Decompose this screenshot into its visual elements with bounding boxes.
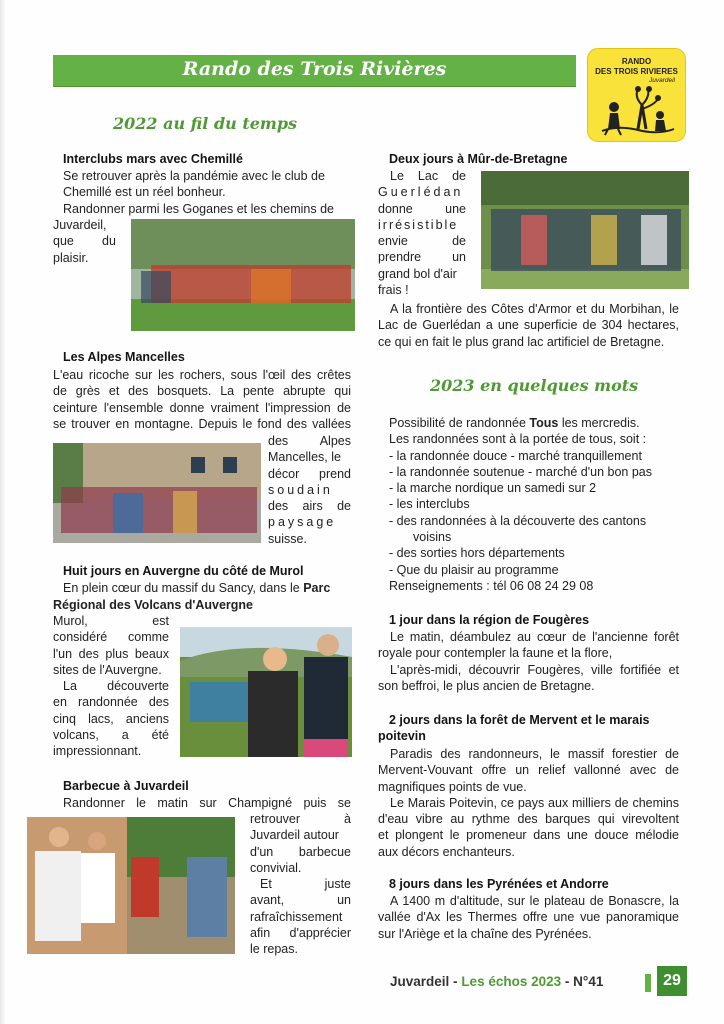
text-line: Juvardeil, <box>53 218 107 232</box>
text-line: convivial. <box>250 860 302 875</box>
section-title-2023: 2023 en quelques mots <box>430 376 639 395</box>
article-text-auvergne-intro <box>63 580 330 596</box>
list-item: - la marche nordique un samedi sur 2 <box>389 481 597 496</box>
text-line: l'un des plus beaux <box>53 646 169 661</box>
text-line: Les randonnées sont à la portée de tous, soit : <box>389 432 647 447</box>
footer-mark <box>645 974 651 992</box>
article-text-fougeres <box>378 629 679 694</box>
photo-alpes-group <box>53 443 261 543</box>
text-line: soudain <box>268 482 333 497</box>
list-item: - les interclubs <box>389 497 470 512</box>
article-title-chemille: Interclubs mars avec Chemillé <box>63 152 243 166</box>
article-text-mur-2 <box>378 301 679 350</box>
text-span: En plein cœur du massif du Sancy, dans le <box>63 581 300 595</box>
text-line: Lac de Guerlédan a une superficie de 304 hectares, <box>378 318 679 333</box>
article-text-barbecue <box>250 811 351 958</box>
article-title-auvergne: Huit jours en Auvergne du côté de Murol <box>63 564 304 578</box>
text-bold: Parc <box>303 581 331 595</box>
text-line: A 1400 m d'altitude, sur le plateau de Bonascre, la <box>390 894 679 908</box>
photo-auvergne <box>180 627 352 757</box>
text-line: magnifiques points de vue. <box>378 779 527 794</box>
text-line: se trouver en montagne. Depuis le fond des vallées <box>53 416 351 431</box>
text-line: considéré comme <box>53 630 169 645</box>
text-line: avant, un <box>250 893 351 908</box>
text-line: ceinture l'ensemble donne vraiment l'impression de <box>53 400 351 415</box>
list-item: - la randonnée douce - marché tranquillement <box>389 448 642 463</box>
text-line: Guerlédan <box>378 185 464 200</box>
text-line: et plongent le promeneur dans une douce mélodie <box>378 828 679 843</box>
programme-list <box>389 415 689 594</box>
text-line: des Alpes <box>268 434 351 448</box>
text-line: donne une <box>378 201 466 216</box>
text-line: suisse. <box>268 531 307 546</box>
article-title-barbecue: Barbecue à Juvardeil <box>63 779 189 793</box>
text-line: que <box>53 234 74 248</box>
text-line: impressionnant. <box>53 744 142 759</box>
text-line: Se retrouver après la pandémie avec le club de <box>63 169 325 183</box>
text-span: Possibilité de randonnée <box>389 416 526 430</box>
text-line: grand bol d'air <box>378 266 457 281</box>
text-line: Juvardeil autour <box>250 828 339 843</box>
text-line: Chemillé est un réel bonheur. <box>63 185 226 200</box>
text-line: Murol, est <box>53 614 169 628</box>
text-line: envie de <box>378 234 466 249</box>
text-line: Le Marais Poitevin, ce pays aux milliers de chemins <box>390 795 679 810</box>
logo-line-2: DES TROIS RIVIERES <box>595 67 678 76</box>
article-text-mur <box>378 168 466 298</box>
list-item: - des sorties hors départements <box>389 546 565 561</box>
text-line: frais ! <box>378 283 409 298</box>
article-title-alpes: Les Alpes Mancelles <box>63 350 185 364</box>
text-line: Et juste <box>260 877 351 892</box>
text-line: ce qui en fait le plus grand lac artificiel de Bretagne. <box>378 334 665 349</box>
text-line: Mancelles, le <box>268 450 341 465</box>
text-line: retrouver à <box>250 812 351 826</box>
list-item: - Que du plaisir au programme <box>389 562 559 577</box>
article-title-pyrenees: 8 jours dans les Pyrénées et Andorre <box>389 877 609 891</box>
article-text-mervent <box>378 746 679 860</box>
text-line: Le matin, déambulez au cœur de l'ancienne forêt <box>390 630 679 644</box>
text-line: L'après-midi, découvrir Fougères, ville fortifiée et <box>390 662 679 677</box>
text-line: vallée d'Ax les Thermes offre une vue panoramique <box>378 910 679 925</box>
article-title-mur: Deux jours à Mûr-de-Bretagne <box>389 152 568 166</box>
footer-place: Juvardeil <box>390 974 450 989</box>
text-line: prendre un <box>378 250 466 265</box>
article-text-alpes-side <box>268 433 351 547</box>
text-line: afin d'apprécier <box>250 926 351 941</box>
text-line: volcans, a été <box>53 728 169 743</box>
article-title-mervent-2: poitevin <box>378 729 426 743</box>
text-line: plaisir. <box>53 251 89 265</box>
text-line: d'eau vibre au rythme des barques qui virevoltent <box>378 812 679 827</box>
footer <box>390 974 603 989</box>
text-bold: Tous <box>529 416 559 430</box>
text-line: royale pour contempler la faune et la flore, <box>378 646 613 661</box>
text-span: les mercredis. <box>561 416 640 430</box>
list-item: voisins <box>413 530 452 545</box>
text-line: Le Lac de <box>390 169 466 183</box>
text-line: aux décors enchanteurs. <box>378 844 515 859</box>
article-title-mervent: 2 jours dans la forêt de Mervent et le marais <box>389 713 650 727</box>
text-line: sites de l'Auvergne. <box>53 662 162 677</box>
text-line: des airs de <box>268 499 351 514</box>
text-line: sur l'Ariège et la chaîne des Pyrénées. <box>378 926 592 941</box>
text-line: cinq lacs, anciens <box>53 711 169 726</box>
text-line: L'eau ricoche sur les rochers, sous l'œil des crêtes <box>53 368 351 382</box>
article-text-chemille <box>63 168 351 217</box>
article-text-alpes <box>53 367 351 432</box>
page-title: Rando des Trois Rivières <box>182 58 447 80</box>
text-line: Paradis des randonneurs, le massif forestier de <box>390 747 679 761</box>
footer-separator: - <box>564 974 570 989</box>
text-line: le repas. <box>250 942 298 957</box>
text-line: son beffroi, le plus ancien de Bretagne. <box>378 678 595 693</box>
text-line: irrésistible <box>378 217 459 232</box>
text-bold-line: Régional des Volcans d'Auvergne <box>53 598 254 612</box>
text-line: de grès et des bosquets. La pente abrupte qui <box>53 384 351 399</box>
page-edge <box>0 0 6 1024</box>
section-title-2022: 2022 au fil du temps <box>113 114 298 133</box>
contact-line: Renseignements : tél 06 08 24 29 08 <box>389 578 594 593</box>
list-item: - des randonnées à la découverte des cantons <box>389 513 647 528</box>
text-line: en randonnée des <box>53 695 169 710</box>
hikers-illustration-icon <box>598 85 676 137</box>
text-line: rafraîchissement <box>250 909 343 924</box>
footer-publication: Les échos 2023 <box>461 974 562 989</box>
footer-issue: N°41 <box>573 974 604 989</box>
text-line: Randonner le matin sur Champigné puis se <box>63 796 351 810</box>
footer-separator: - <box>453 974 458 989</box>
programme-intro <box>389 415 689 431</box>
article-text-pyrenees <box>378 893 679 942</box>
article-text-barbecue-line1 <box>63 795 351 811</box>
article-title-fougeres: 1 jour dans la région de Fougères <box>389 613 590 627</box>
photo-mur-group <box>481 171 689 289</box>
text-line: décor prend <box>268 466 351 481</box>
text-line: d'un barbecue <box>250 844 351 859</box>
text-line: La découverte <box>63 679 169 694</box>
photo-chemille-group <box>131 219 355 331</box>
logo-line-1: RANDO <box>621 57 652 66</box>
text-line: Mervent-Vouvant offre un relief vallonné avec de <box>378 763 679 778</box>
photo-barbecue <box>27 817 235 954</box>
club-logo <box>587 48 686 142</box>
article-text-auvergne <box>53 613 169 760</box>
text-line: Randonner parmi les Goganes et les chemins de <box>63 201 334 216</box>
text-line: A la frontière des Côtes d'Armor et du Morbihan, le <box>390 302 679 316</box>
logo-line-3: Juvardeil <box>648 77 675 84</box>
text-line: paysage <box>268 515 337 530</box>
title-banner <box>53 55 576 86</box>
text-line: du <box>102 234 116 248</box>
page-number: 29 <box>657 966 687 996</box>
list-item: - la randonnée soutenue - marché d'un bon pas <box>389 464 652 479</box>
